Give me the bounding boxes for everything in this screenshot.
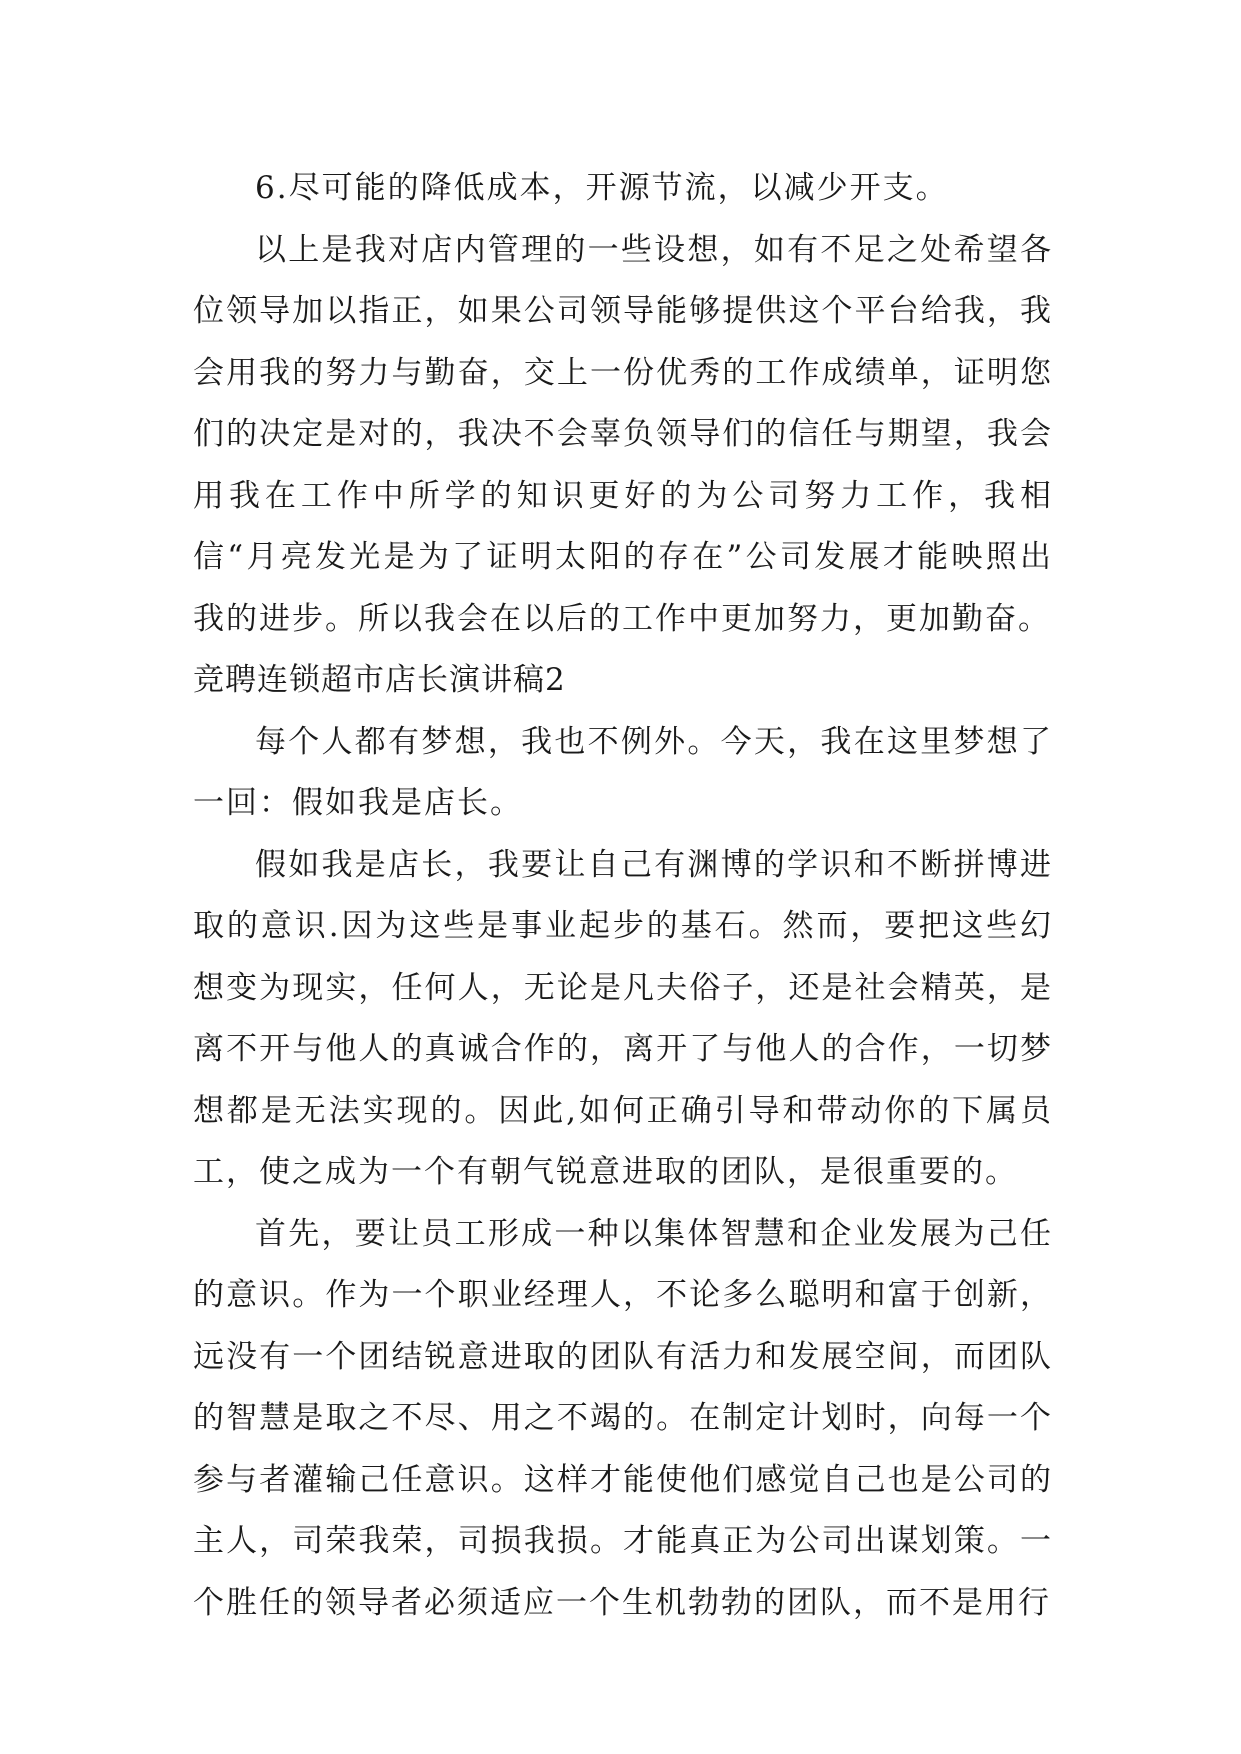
paragraph-team-awareness: 首先，要让员工形成一种以集体智慧和企业发展为己任的意识。作为一个职业经理人，不论多么聪明和富于创新，远没有一个团结锐意进取的团队有活力和发展空间，而团队的智慧是取之不尽、用之不竭的。在制定计划时，向每一个参与者灌输己任意识。这样才能使他们感觉自己也是公司的主人，司荣我荣，司损我损。才能真正为公司出谋划策。一个胜任的领导者必须适应一个生机勃勃的团队，而不是用行: [193, 1215, 1053, 1621]
paragraph-cost-reduction: 6.尽可能的降低成本，开源节流，以减少开支。: [255, 170, 949, 206]
paragraph-closing-remarks: 以上是我对店内管理的一些设想，如有不足之处希望各位领导加以指正，如果公司领导能够提供这个平台给我，我会用我的努力与勤奋，交上一份优秀的工作成绩单，证明您们的决定是对的，我决不会辜负领导们的信任与期望，我会用我在工作中所学的知识更好的为公司努力工作，我相信“月亮发光是为了证明太阳的存在”公司发展才能映照出我的进步。所以我会在以后的工作中更加努力，更加勤奋。: [193, 231, 1053, 637]
section-heading: 竞聘连锁超市店长演讲稿2: [193, 662, 566, 698]
document-body: [193, 158, 1053, 1634]
paragraph-dream-intro: 每个人都有梦想，我也不例外。今天，我在这里梦想了一回：假如我是店长。: [193, 723, 1053, 821]
paragraph-if-i-were-manager: 假如我是店长，我要让自己有渊博的学识和不断拼博进取的意识.因为这些是事业起步的基石。然而，要把这些幻想变为现实，任何人，无论是凡夫俗子，还是社会精英，是离不开与他人的真诚合作的，离开了与他人的合作，一切梦想都是无法实现的。因此,如何正确引导和带动你的下属员工，使之成为一个有朝气锐意进取的团队，是很重要的。: [193, 846, 1053, 1190]
